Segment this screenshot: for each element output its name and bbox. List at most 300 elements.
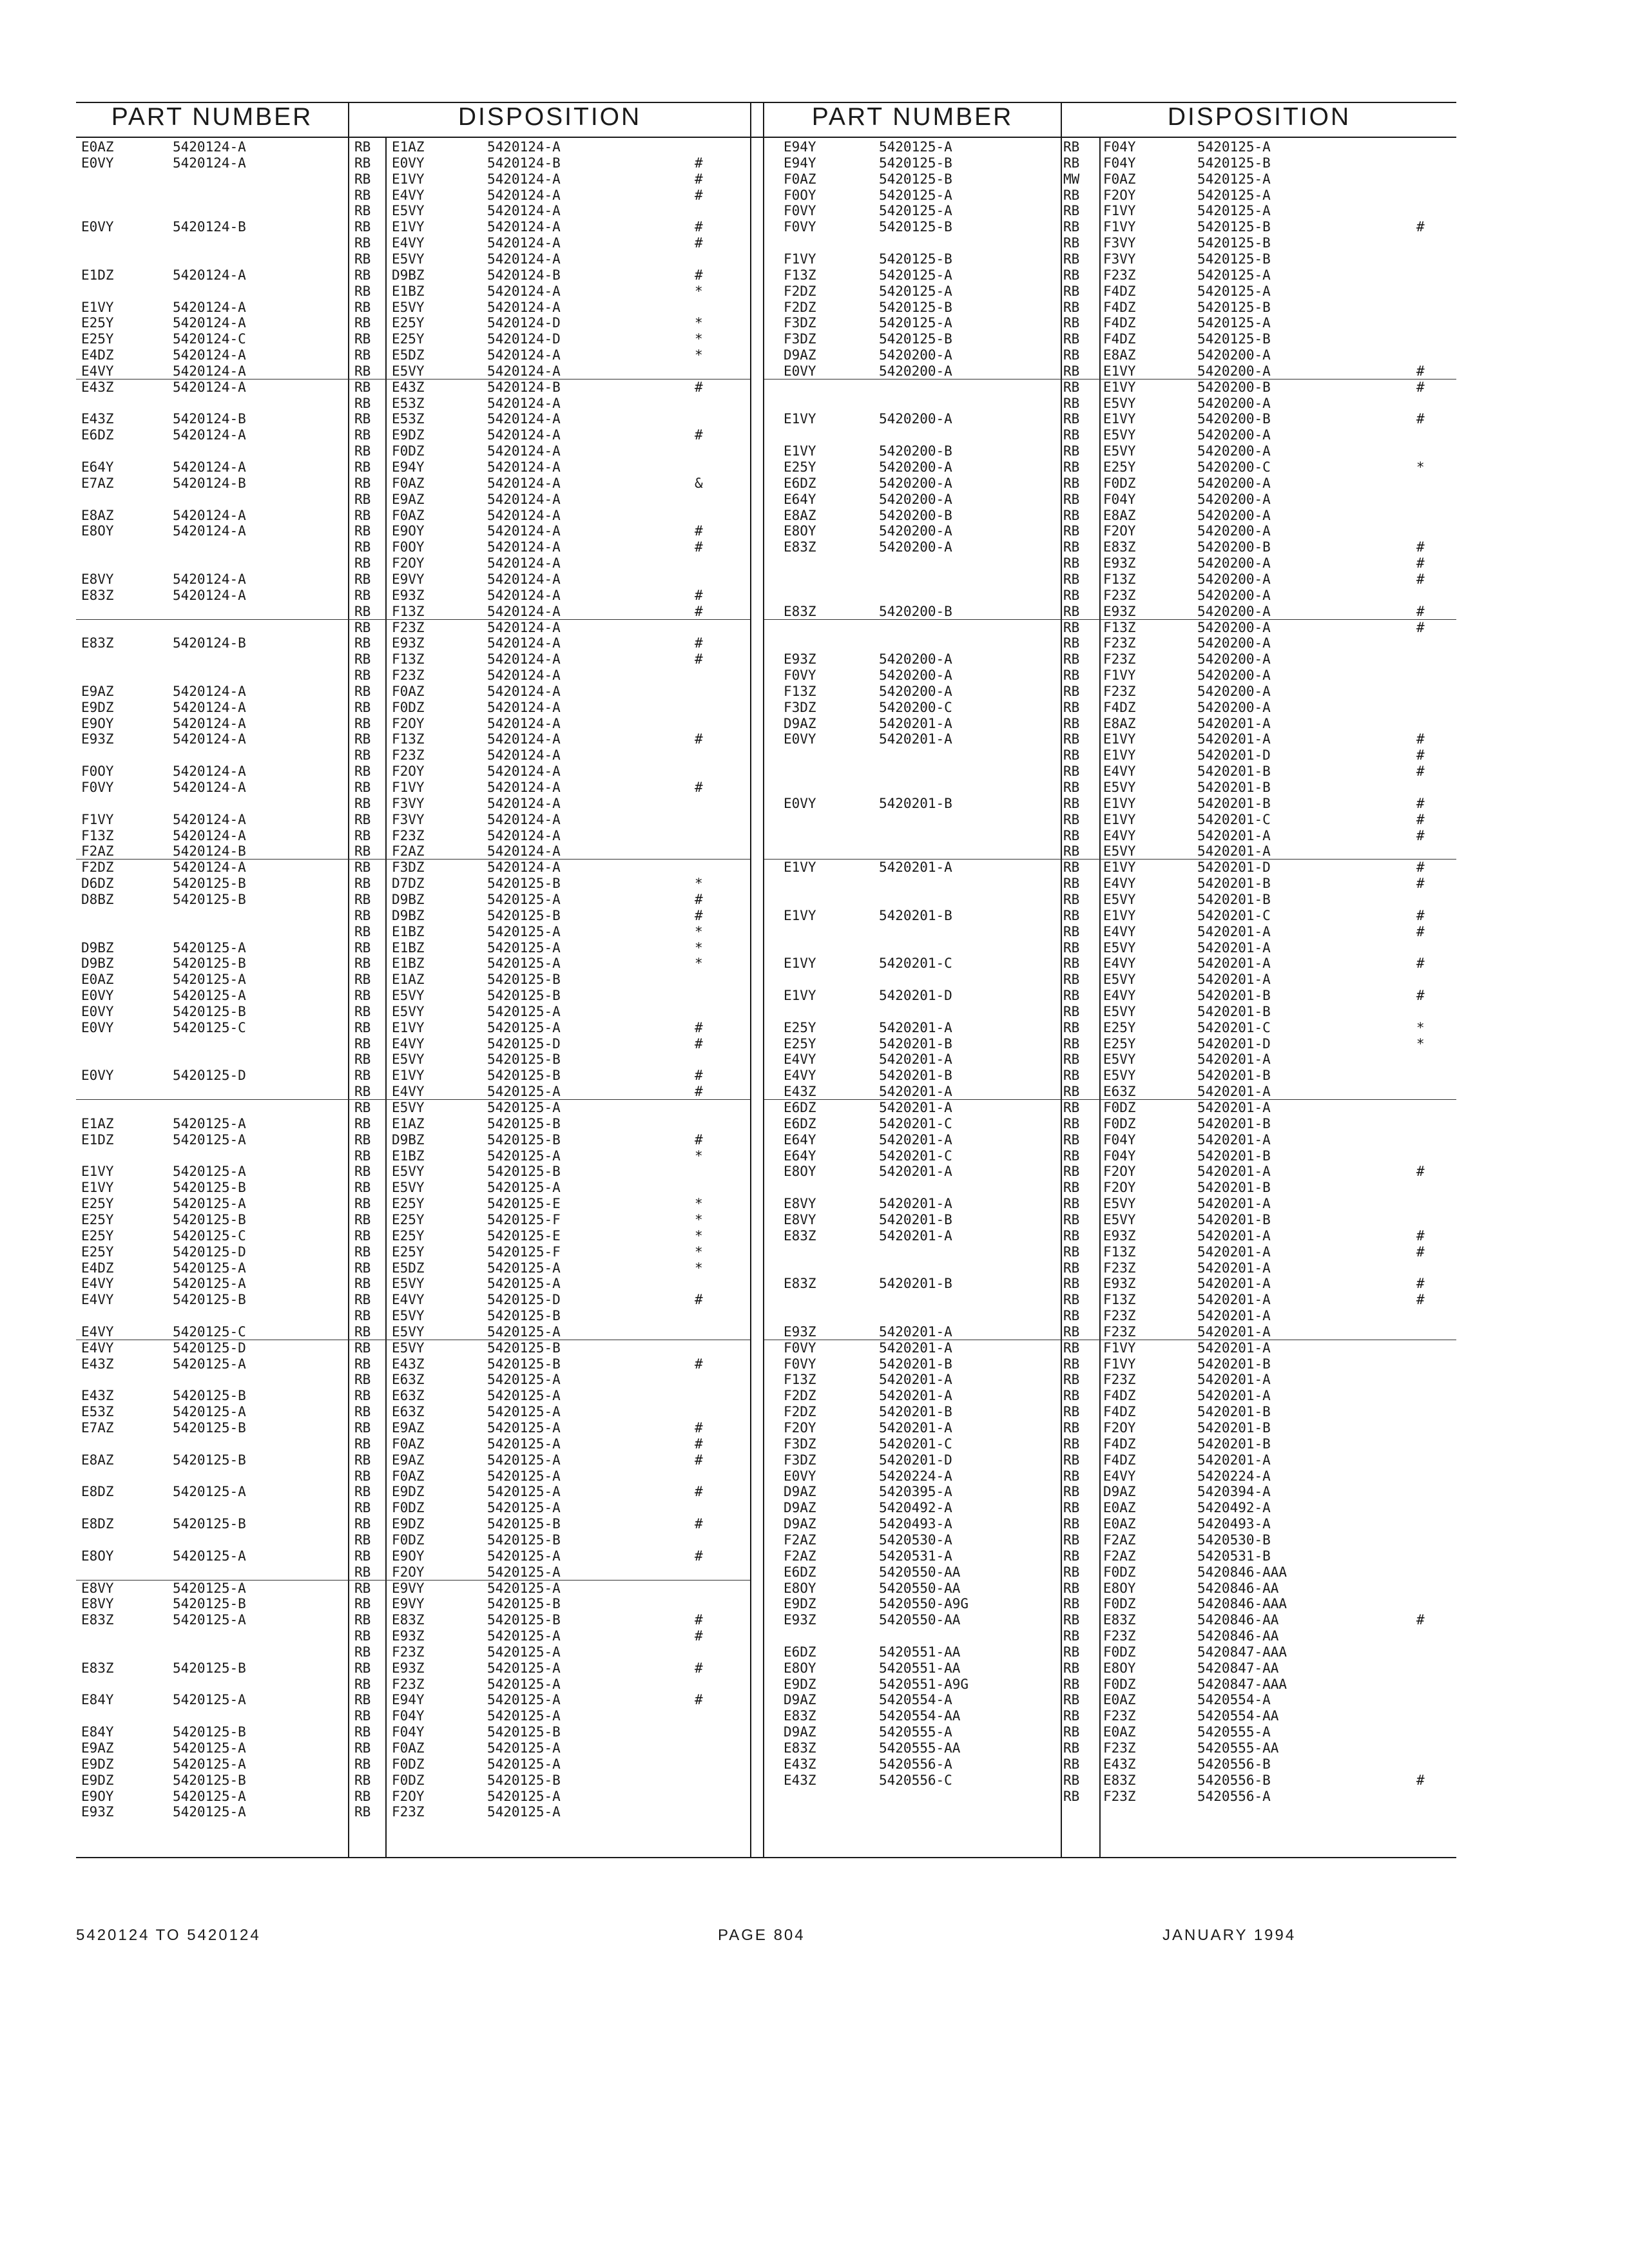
disposition-part: 5420200-A	[1197, 427, 1271, 443]
part-prefix: E0VY	[81, 988, 114, 1004]
disposition-prefix: F23Z	[1103, 1740, 1136, 1756]
disposition-mark: #	[695, 731, 703, 747]
table-row	[76, 476, 750, 491]
disposition-code: RB	[1063, 668, 1080, 684]
disposition-part: 5420124-A	[487, 395, 561, 411]
disposition-mark: #	[695, 1484, 703, 1500]
table-row	[764, 988, 1456, 1003]
disposition-mark: #	[695, 1548, 703, 1564]
disposition-part: 5420124-A	[487, 171, 561, 187]
disposition-prefix: E9VY	[392, 1596, 425, 1612]
disposition-prefix: E5VY	[1103, 780, 1136, 795]
part-prefix: E0VY	[784, 1468, 816, 1484]
disposition-code: RB	[1063, 1612, 1080, 1628]
part-number: 5420125-A	[173, 1612, 246, 1628]
disposition-part: 5420200-A	[1197, 668, 1271, 684]
table-row	[76, 363, 750, 380]
table-row	[76, 1500, 750, 1515]
disposition-part: 5420201-C	[1197, 811, 1271, 827]
part-prefix: E6DZ	[784, 1644, 816, 1660]
disposition-prefix: E93Z	[392, 1628, 425, 1644]
disposition-code: RB	[1063, 860, 1080, 876]
disposition-part: 5420125-A	[1197, 267, 1271, 283]
table-row	[764, 1180, 1456, 1195]
disposition-mark: #	[695, 187, 703, 203]
disposition-mark: #	[1416, 379, 1425, 395]
disposition-part: 5420200-A	[1197, 683, 1271, 699]
table-row	[76, 764, 750, 779]
part-prefix: E1DZ	[81, 1131, 114, 1148]
disposition-prefix: F23Z	[1103, 635, 1136, 651]
disposition-prefix: F0DZ	[392, 1500, 425, 1516]
disposition-code: RB	[354, 988, 371, 1004]
disposition-part: 5420125-A	[487, 1019, 561, 1035]
disposition-part: 5420201-A	[1197, 1340, 1271, 1356]
disposition-code: RB	[1063, 1372, 1080, 1388]
disposition-code: RB	[1063, 427, 1080, 443]
disposition-part: 5420125-E	[487, 1196, 561, 1212]
disposition-part: 5420124-A	[487, 219, 561, 235]
disposition-mark: #	[695, 219, 703, 235]
disposition-part: 5420125-A	[487, 1564, 561, 1580]
part-prefix: E83Z	[81, 1660, 114, 1676]
table-row	[76, 1308, 750, 1323]
table-row	[764, 1228, 1456, 1244]
part-number: 5420124-A	[173, 427, 246, 443]
disposition-code: RB	[354, 1548, 371, 1564]
table-row	[764, 1548, 1456, 1564]
part-number: 5420125-D	[173, 1340, 246, 1356]
disposition-code: RB	[354, 827, 371, 843]
disposition-part: 5420125-A	[487, 1580, 561, 1596]
part-number: 5420200-A	[879, 475, 952, 491]
table-row	[76, 1372, 750, 1387]
disposition-code: RB	[354, 1115, 371, 1131]
table-row	[76, 139, 750, 155]
disposition-code: RB	[1063, 1227, 1080, 1244]
disposition-code: RB	[1063, 459, 1080, 475]
table-row	[76, 1084, 750, 1100]
table-row	[764, 1644, 1456, 1660]
disposition-prefix: E9DZ	[392, 427, 425, 443]
part-number: 5420200-B	[879, 443, 952, 459]
table-row	[76, 1804, 750, 1820]
disposition-part: 5420846-AA	[1197, 1612, 1279, 1628]
part-number: 5420530-A	[879, 1532, 952, 1548]
part-prefix: E1DZ	[81, 267, 114, 283]
disposition-prefix: F2OY	[1103, 1164, 1136, 1180]
disposition-part: 5420555-A	[1197, 1724, 1271, 1740]
disposition-part: 5420125-A	[1197, 171, 1271, 187]
part-prefix: E4VY	[784, 1052, 816, 1068]
disposition-part: 5420124-A	[487, 827, 561, 843]
table-row	[76, 1020, 750, 1035]
disposition-code: RB	[1063, 1003, 1080, 1019]
disposition-prefix: F2OY	[1103, 523, 1136, 539]
disposition-prefix: F13Z	[1103, 619, 1136, 635]
disposition-part: 5420125-A	[1197, 187, 1271, 203]
disposition-part: 5420201-A	[1197, 1227, 1271, 1244]
table-row	[764, 700, 1456, 715]
disposition-part: 5420493-A	[1197, 1516, 1271, 1532]
disposition-part: 5420125-A	[487, 1676, 561, 1692]
part-number: 5420125-B	[879, 331, 952, 347]
part-number: 5420124-B	[173, 843, 246, 860]
disposition-prefix: E5VY	[1103, 843, 1136, 860]
disposition-code: RB	[1063, 891, 1080, 907]
disposition-prefix: F23Z	[1103, 683, 1136, 699]
disposition-code: RB	[1063, 1084, 1080, 1100]
disposition-part: 5420201-A	[1197, 731, 1271, 747]
disposition-prefix: E5VY	[1103, 972, 1136, 988]
disposition-prefix: E83Z	[1103, 1772, 1136, 1788]
disposition-part: 5420125-A	[487, 1323, 561, 1340]
disposition-part: 5420200-A	[1197, 475, 1271, 491]
disposition-prefix: E5DZ	[392, 347, 425, 363]
part-number: 5420125-B	[879, 155, 952, 171]
disposition-mark: *	[695, 1211, 703, 1227]
disposition-prefix: E83Z	[1103, 539, 1136, 555]
part-prefix: F2AZ	[81, 843, 114, 860]
part-prefix: E8VY	[81, 1580, 114, 1596]
table-row	[764, 300, 1456, 315]
disposition-part: 5420125-A	[487, 1420, 561, 1436]
part-prefix: D9BZ	[81, 956, 114, 972]
part-number: 5420124-A	[173, 507, 246, 523]
disposition-code: RB	[354, 555, 371, 572]
part-number: 5420201-A	[879, 715, 952, 731]
disposition-prefix: F0DZ	[1103, 1100, 1136, 1115]
disposition-prefix: E25Y	[1103, 1035, 1136, 1052]
disposition-prefix: F23Z	[392, 1804, 425, 1820]
part-prefix: F1VY	[784, 251, 816, 267]
table-row	[76, 508, 750, 523]
disposition-part: 5420125-D	[487, 1035, 561, 1052]
table-row	[76, 1340, 750, 1356]
disposition-part: 5420201-A	[1197, 1052, 1271, 1068]
table-row	[764, 251, 1456, 267]
table-row	[764, 1324, 1456, 1340]
disposition-mark: #	[1416, 1244, 1425, 1260]
table-row	[764, 780, 1456, 795]
disposition-code: RB	[354, 587, 371, 603]
disposition-prefix: E1VY	[1103, 747, 1136, 764]
disposition-code: RB	[354, 1196, 371, 1212]
table-row	[76, 892, 750, 907]
table-row	[76, 668, 750, 683]
table-row	[76, 1612, 750, 1628]
disposition-part: 5420125-B	[1197, 235, 1271, 251]
disposition-code: RB	[354, 235, 371, 251]
part-prefix: E4VY	[81, 1323, 114, 1340]
disposition-prefix: E1VY	[1103, 795, 1136, 811]
disposition-prefix: F0DZ	[1103, 475, 1136, 491]
disposition-prefix: F23Z	[1103, 1323, 1136, 1340]
disposition-code: RB	[354, 155, 371, 171]
disposition-part: 5420124-A	[487, 363, 561, 379]
part-number: 5420124-A	[173, 699, 246, 715]
disposition-code: RB	[1063, 523, 1080, 539]
disposition-prefix: F13Z	[392, 731, 425, 747]
part-number: 5420201-B	[879, 1068, 952, 1084]
part-prefix: E8AZ	[784, 507, 816, 523]
part-prefix: F0OY	[784, 187, 816, 203]
disposition-part: 5420125-B	[487, 1356, 561, 1372]
disposition-prefix: E53Z	[392, 395, 425, 411]
disposition-prefix: F3VY	[392, 811, 425, 827]
part-number: 5420554-AA	[879, 1708, 961, 1724]
disposition-mark: #	[1416, 988, 1425, 1004]
part-number: 5420124-C	[173, 331, 246, 347]
disposition-code: RB	[1063, 1740, 1080, 1756]
disposition-prefix: F0AZ	[392, 1436, 425, 1452]
disposition-prefix: E4VY	[392, 1292, 425, 1308]
table-row	[764, 1084, 1456, 1100]
table-row	[76, 1052, 750, 1067]
disposition-prefix: F23Z	[392, 747, 425, 764]
disposition-part: 5420124-A	[487, 443, 561, 459]
part-number: 5420200-B	[879, 603, 952, 619]
disposition-prefix: E93Z	[1103, 1276, 1136, 1292]
disposition-part: 5420124-A	[487, 459, 561, 475]
table-row	[76, 1180, 750, 1195]
disposition-prefix: F2OY	[1103, 187, 1136, 203]
table-row	[76, 1436, 750, 1452]
table-row	[764, 411, 1456, 427]
disposition-part: 5420124-B	[487, 155, 561, 171]
disposition-prefix: F23Z	[1103, 1372, 1136, 1388]
disposition-code: RB	[354, 443, 371, 459]
disposition-prefix: E63Z	[1103, 1084, 1136, 1100]
disposition-code: RB	[354, 1708, 371, 1724]
disposition-prefix: F13Z	[392, 651, 425, 668]
disposition-code: RB	[1063, 155, 1080, 171]
table-row	[764, 1164, 1456, 1179]
table-row	[764, 1308, 1456, 1323]
disposition-prefix: E9AZ	[392, 1420, 425, 1436]
table-row	[764, 876, 1456, 891]
disposition-code: RB	[354, 764, 371, 780]
disposition-part: 5420125-A	[487, 1788, 561, 1804]
disposition-prefix: E9VY	[392, 1580, 425, 1596]
disposition-code: RB	[354, 683, 371, 699]
part-number: 5420200-A	[879, 347, 952, 363]
disposition-code: RB	[1063, 1452, 1080, 1468]
disposition-prefix: F2OY	[392, 1788, 425, 1804]
disposition-part: 5420125-A	[487, 1644, 561, 1660]
part-number: 5420200-A	[879, 683, 952, 699]
disposition-prefix: F1VY	[1103, 668, 1136, 684]
disposition-code: RB	[1063, 1628, 1080, 1644]
disposition-mark: #	[1416, 876, 1425, 892]
disposition-code: RB	[354, 1131, 371, 1148]
disposition-prefix: E5VY	[1103, 939, 1136, 956]
disposition-prefix: F23Z	[392, 1644, 425, 1660]
disposition-prefix: E4VY	[392, 1084, 425, 1100]
disposition-code: RB	[354, 1035, 371, 1052]
table-row	[764, 1436, 1456, 1452]
disposition-part: 5420124-A	[487, 507, 561, 523]
disposition-prefix: F4DZ	[1103, 299, 1136, 315]
part-prefix: E25Y	[784, 1019, 816, 1035]
table-row	[764, 171, 1456, 187]
disposition-part: 5420554-AA	[1197, 1708, 1279, 1724]
part-prefix: E6DZ	[784, 1564, 816, 1580]
part-prefix: F2DZ	[784, 283, 816, 299]
disposition-part: 5420124-A	[487, 683, 561, 699]
disposition-mark: *	[695, 923, 703, 939]
disposition-part: 5420201-B	[1197, 1404, 1271, 1420]
disposition-code: RB	[1063, 1388, 1080, 1404]
table-row	[764, 651, 1456, 667]
table-row	[764, 1692, 1456, 1707]
disposition-code: RB	[1063, 1532, 1080, 1548]
part-prefix: F2DZ	[784, 299, 816, 315]
disposition-mark: #	[695, 1660, 703, 1676]
table-row	[764, 1388, 1456, 1403]
table-row	[764, 620, 1456, 635]
part-number: 5420200-C	[879, 699, 952, 715]
table-row	[76, 780, 750, 795]
disposition-code: RB	[354, 315, 371, 331]
disposition-part: 5420125-A	[487, 1148, 561, 1164]
part-prefix: E83Z	[81, 635, 114, 651]
disposition-part: 5420125-B	[487, 876, 561, 892]
disposition-part: 5420124-A	[487, 411, 561, 427]
disposition-code: RB	[1063, 395, 1080, 411]
disposition-part: 5420124-A	[487, 795, 561, 811]
table-row	[764, 396, 1456, 411]
disposition-code: RB	[354, 1788, 371, 1804]
table-row	[76, 555, 750, 571]
disposition-prefix: F0AZ	[392, 1468, 425, 1484]
table-row	[76, 1708, 750, 1724]
disposition-part: 5420201-B	[1197, 891, 1271, 907]
header-rule	[76, 137, 1456, 138]
disposition-part: 5420201-A	[1197, 1084, 1271, 1100]
part-prefix: E64Y	[784, 1148, 816, 1164]
disposition-prefix: F04Y	[1103, 139, 1136, 155]
disposition-code: RB	[1063, 1436, 1080, 1452]
table-row	[76, 235, 750, 251]
disposition-prefix: F23Z	[392, 1676, 425, 1692]
part-number: 5420531-A	[879, 1548, 952, 1564]
disposition-part: 5420125-B	[487, 907, 561, 923]
disposition-prefix: E1VY	[392, 171, 425, 187]
disposition-part: 5420201-A	[1197, 1372, 1271, 1388]
table-row	[764, 1372, 1456, 1387]
part-prefix: F3DZ	[784, 1436, 816, 1452]
part-number: 5420201-A	[879, 1227, 952, 1244]
disposition-prefix: E8AZ	[1103, 507, 1136, 523]
disposition-code: RB	[354, 668, 371, 684]
part-number: 5420124-A	[173, 267, 246, 283]
table-row	[76, 796, 750, 811]
disposition-part: 5420846-AA	[1197, 1580, 1279, 1596]
disposition-prefix: E63Z	[392, 1388, 425, 1404]
part-prefix: E1VY	[784, 443, 816, 459]
disposition-prefix: E4VY	[392, 235, 425, 251]
part-prefix: E8DZ	[81, 1484, 114, 1500]
part-number: 5420125-A	[173, 1788, 246, 1804]
part-number: 5420201-A	[879, 1420, 952, 1436]
disposition-prefix: E5VY	[1103, 1052, 1136, 1068]
disposition-part: 5420124-A	[487, 139, 561, 155]
table-row	[76, 1773, 750, 1788]
part-prefix: E1VY	[784, 956, 816, 972]
part-number: 5420125-B	[173, 1724, 246, 1740]
part-number: 5420124-A	[173, 860, 246, 876]
part-prefix: E4DZ	[81, 347, 114, 363]
part-number: 5420125-A	[173, 1580, 246, 1596]
part-prefix: E9DZ	[784, 1596, 816, 1612]
part-number: 5420201-B	[879, 1276, 952, 1292]
disposition-prefix: D9AZ	[1103, 1484, 1136, 1500]
part-prefix: E8AZ	[81, 507, 114, 523]
disposition-part: 5420125-A	[1197, 139, 1271, 155]
disposition-code: RB	[354, 811, 371, 827]
disposition-part: 5420201-B	[1197, 1068, 1271, 1084]
disposition-prefix: E5VY	[392, 988, 425, 1004]
table-row	[76, 1164, 750, 1179]
disposition-code: RB	[354, 1660, 371, 1676]
disposition-mark: #	[695, 379, 703, 395]
table-row	[764, 940, 1456, 956]
disposition-part: 5420125-A	[487, 939, 561, 956]
table-row	[764, 1036, 1456, 1052]
disposition-part: 5420124-A	[487, 764, 561, 780]
disposition-part: 5420125-B	[487, 1164, 561, 1180]
disposition-code: RB	[1063, 283, 1080, 299]
table-row	[76, 1596, 750, 1611]
table-row	[764, 843, 1456, 860]
part-number: 5420124-A	[173, 780, 246, 795]
disposition-part: 5420201-B	[1197, 1436, 1271, 1452]
part-prefix: E8VY	[81, 571, 114, 587]
disposition-code: RB	[354, 1580, 371, 1596]
disposition-prefix: E43Z	[392, 1356, 425, 1372]
disposition-part: 5420124-A	[487, 203, 561, 219]
disposition-prefix: E4VY	[392, 187, 425, 203]
disposition-prefix: E0AZ	[1103, 1500, 1136, 1516]
disposition-code: RB	[354, 1452, 371, 1468]
disposition-code: RB	[1063, 1756, 1080, 1772]
part-prefix: E94Y	[784, 155, 816, 171]
disposition-code: RB	[354, 427, 371, 443]
part-number: 5420125-B	[173, 1660, 246, 1676]
part-number: 5420200-A	[879, 668, 952, 684]
disposition-part: 5420201-A	[1197, 1244, 1271, 1260]
disposition-code: RB	[1063, 827, 1080, 843]
disposition-part: 5420125-A	[487, 923, 561, 939]
disposition-prefix: F13Z	[1103, 1244, 1136, 1260]
disposition-part: 5420124-A	[487, 843, 561, 860]
disposition-part: 5420125-A	[1197, 315, 1271, 331]
part-prefix: F13Z	[81, 827, 114, 843]
table-row	[764, 668, 1456, 683]
disposition-part: 5420200-B	[1197, 539, 1271, 555]
disposition-prefix: F04Y	[1103, 1148, 1136, 1164]
disposition-code: RB	[354, 251, 371, 267]
disposition-code: RB	[354, 219, 371, 235]
disposition-code: RB	[354, 1019, 371, 1035]
disposition-code: RB	[1063, 1692, 1080, 1708]
part-number: 5420125-A	[173, 1115, 246, 1131]
disposition-mark: #	[1416, 1292, 1425, 1308]
disposition-part: 5420201-C	[1197, 1019, 1271, 1035]
part-number: 5420551-AA	[879, 1660, 961, 1676]
disposition-code: RB	[354, 331, 371, 347]
